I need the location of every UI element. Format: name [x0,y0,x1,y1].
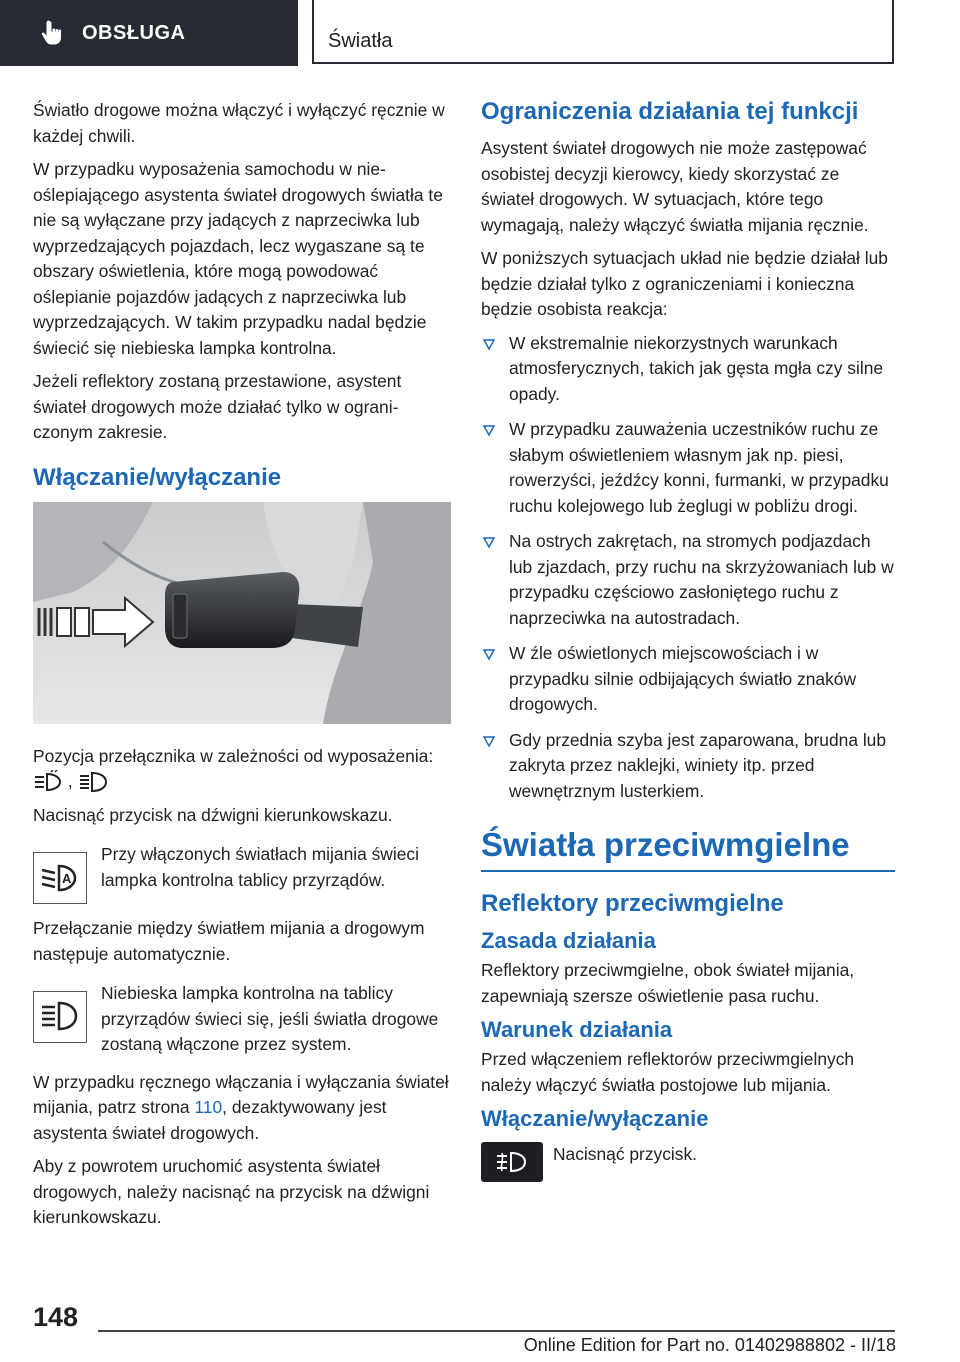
triangle-bullet-icon [483,425,495,437]
section-heading: Reflektory przeciwmgielne [481,890,784,917]
note-low-beam [33,842,451,904]
high-beam-indicator-icon [33,991,87,1043]
triangle-bullet-icon [483,736,495,748]
paragraph: Asystent świateł drogowych nie może zastępować osobistej decyzji kierowcy, kiedy skorzystać ze świateł drogowych. W sytuacjach, które tego wymagają, należy włączyć światła mijania ręcznie. [481,138,869,235]
edition-note: Online Edition for Part no. 01402988802 - II/18 [523,1335,896,1355]
photo-caption: Pozycja przełącznika w zależności od wyposażenia: , [33,744,451,795]
list-item: W ekstremalnie niekorzystnych warunkach atmosferycznych, takich jak gęsta mgła czy silne opady. [481,331,895,408]
triangle-bullet-icon [483,649,495,661]
paragraph: Przełączanie między światłem mijania a drogowym następuje automatycznie. [33,918,425,964]
paragraph: W przypadku wyposażenia samochodu w nieoślepiającego asystenta świateł drogowych światła te nie są wyłączane przy jadących z naprzeciwka lub wyprzedzających pojazdach, lecz wygaszane są te obszary oświetlenia, które mogą powodować oślepianie pojazdów jadących z naprzeciwka lub wyprzedzających. W takim przypadku nadal będzie świecić się niebieska lampka kontrolna. [33,159,443,358]
section-label: OBSŁUGA [82,21,186,44]
list-item: Na ostrych zakrętach, na stromych podjazdach lub zjazdach, przy ruchu na skrzyżowaniach lub w przypadku częściowo zasłoniętego ruchu z naprzeciwka na autostradach. [481,529,895,631]
page-link[interactable]: 110 [194,1097,223,1117]
left-column [33,98,451,1239]
subsection-heading: Zasada działania [481,928,656,953]
triangle-bullet-icon [483,537,495,549]
triangle-bullet-icon [483,339,495,351]
svg-text:A: A [62,871,72,886]
paragraph-manual: W przypadku ręcznego włączania i wyłączania świateł mijania, patrz strona 110, dezaktywowany jest asystenta świateł drogowych. [33,1071,449,1143]
page-header [0,0,960,68]
section-tab [0,0,298,66]
section-heading: Ograniczenia działania tej funkcji [481,98,859,125]
paragraph: W poniższych sytuacjach układ nie będzie działał lub będzie działał tylko z ograniczeniami i konieczna będzie osobista reakcja: [481,248,888,319]
fog-light-button[interactable] [481,1142,543,1182]
fog-button-row [481,1142,895,1182]
limitations-list [481,331,895,805]
paragraph: Nacisnąć przycisk. [553,1144,697,1164]
list-item: Gdy przednia szyba jest zaparowana, brudna lub zakryta przez naklejki, winiety itp. przed wewnętrznym lusterkiem. [481,728,895,805]
subsection-heading: Włączanie/wyłączanie [481,1106,709,1131]
paragraph: Jeżeli reflektory zostaną przestawione, asystent świateł drogowych może działać tylko w ograniczonym zakresie. [33,371,402,442]
section-heading: Włączanie/wyłączanie [33,463,282,491]
note-text: Przy włączonych światłach mijania świeci lampka kontrolna tablicy przyrządów. [101,844,419,890]
list-item: W źle oświetlonych miejscowościach i w przypadku silnie odbijających światło znaków drogowych. [481,641,895,718]
note-high-beam [33,981,451,1058]
hand-pointer-icon [38,18,68,48]
paragraph: Światło drogowe można włączyć i wyłączyć ręcznie w każdej chwili. [33,100,445,146]
paragraph: Reflektory przeciwmgielne, obok świateł mijania, zapewniają szersze oświetlenie pasa ruchu. [481,960,855,1006]
chapter-heading: Światła przeciwmgielne [481,826,895,872]
paragraph: Nacisnąć przycisk na dźwigni kierunkowskazu. [33,804,393,825]
low-beam-auto-indicator-icon [33,852,87,904]
chapter-tab [312,0,894,64]
subsection-heading: Warunek działania [481,1017,673,1042]
footer-divider [98,1330,895,1332]
high-beam-assist-icon [33,770,63,794]
paragraph: Przed włączeniem reflektorów przeciwmgielnych należy włączyć światła postojowe lub mijania. [481,1049,855,1095]
fog-light-icon [494,1149,530,1175]
list-item: W przypadku zauważenia uczestników ruchu ze słabym oświetleniem własnym jak np. piesi, rowerzyści, jeźdźcy konni, furmanki, w przypadku ruchu kolejowego lub żeglugi w pobliżu drogi. [481,417,895,519]
page-number: 148 [33,1302,79,1332]
right-column [481,98,895,1182]
paragraph: Aby z powrotem uruchomić asystenta świateł drogowych, należy nacisnąć na przycisk na dźwigni kierunkowskazu. [33,1156,430,1227]
note-text: Niebieska lampka kontrolna na tablicy przyrządów świeci się, jeśli światła drogowe zostaną włączone przez system. [101,983,439,1054]
high-beam-icon [78,770,108,794]
turn-signal-lever-photo [33,502,451,724]
chapter-title: Światła [328,30,393,52]
